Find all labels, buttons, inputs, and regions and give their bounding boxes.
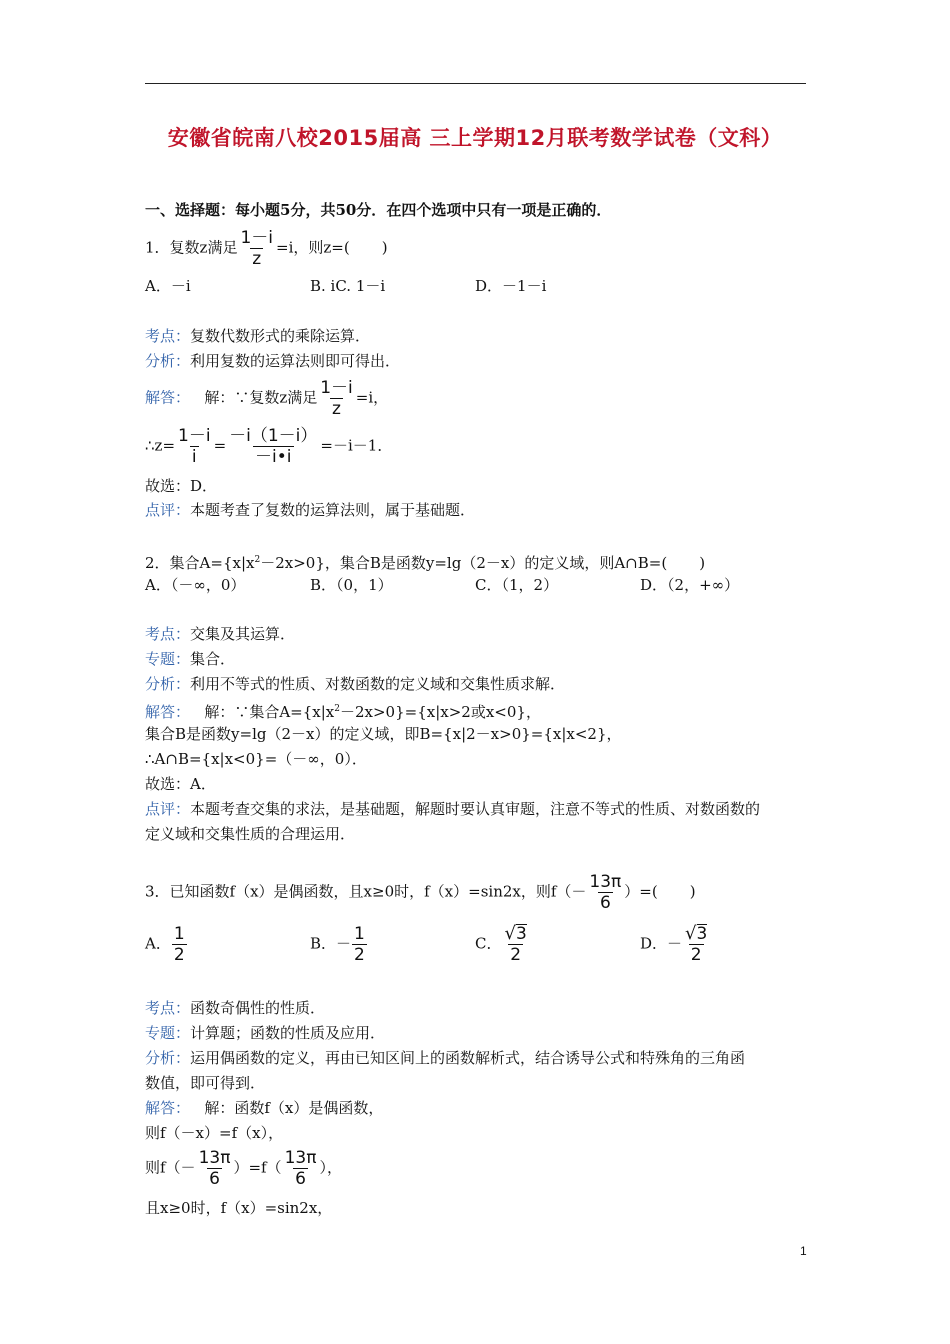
header-rule — [145, 83, 806, 84]
page-number: 1 — [800, 1244, 807, 1258]
q1-options: A．－i B. iC. 1－i D．－1－i — [145, 277, 547, 295]
q1-answer: 故选：D． — [145, 477, 218, 495]
q1-stem: 1．复数z满足 $\frac{1-i}{z}$ =i，则z=( ) — [145, 228, 388, 269]
fraction: $\frac{1-i}{z}$ — [320, 378, 353, 419]
page-title: 安徽省皖南八校2015届高 三上学期12月联考数学试卷（文科） — [167, 126, 783, 150]
q2-stem: 2．集合$A=\{x|x^2-2x>0\}$，集合B是函数y=lg（2－x）的定义域，则A∩B=( ) — [145, 554, 706, 572]
q3-fenxi: 分析：运用偶函数的定义，再由已知区间上的函数解析式，结合诱导公式和特殊角的三角函 — [145, 1049, 746, 1067]
q3-line3: 则f（－ $\frac{13\pi}{6}$ ）=f（ $\frac{13\pi}{6}$ ）， — [145, 1148, 342, 1189]
q2-dianping: 点评：本题考查交集的求法，是基础题，解题时要认真审题，注意不等式的性质、对数函数的 — [145, 800, 761, 818]
q1-jieda: 解答： 解：∵复数z满足 $\frac{1-i}{z}$ =i， — [145, 378, 389, 419]
q3-zhuanti: 专题：计算题；函数的性质及应用． — [145, 1024, 386, 1042]
q3-fenxi-2: 数值，即可得到． — [145, 1074, 266, 1092]
q3-kaodian: 考点：函数奇偶性的性质． — [145, 999, 326, 1017]
q2-options: A．（－∞，0） B．（0，1） C．（1，2） D．（2，+∞） — [145, 576, 740, 594]
q3-options: A． $\frac{1}{2}$ B．－ $\frac{1}{2}$ C． √ 3 2 D．－ √ 3 2 — [145, 923, 708, 965]
fraction: $\frac{13\pi}{6}$ — [284, 1148, 317, 1189]
q2-line2: 集合B是函数y=lg（2－x）的定义域，即B={x|2－x>0}={x|x<2}， — [145, 725, 622, 743]
q2-dianping-2: 定义域和交集性质的合理运用． — [145, 825, 356, 843]
q2-jieda: 解答： 解：∵集合$A=\{x|x^2-2x>0\}=\{x|x>2$或x<0}， — [145, 703, 541, 721]
q2-line3: ∴A∩B={x|x<0}=（－∞，0）． — [145, 750, 367, 768]
q3-jieda: 解答： 解：函数f（x）是偶函数， — [145, 1099, 384, 1117]
q1-fenxi: 分析：利用复数的运算法则即可得出． — [145, 352, 401, 370]
fraction: $\frac{13\pi}{6}$ — [198, 1148, 231, 1189]
q2-kaodian: 考点：交集及其运算． — [145, 625, 296, 643]
q1-kaodian: 考点：复数代数形式的乘除运算． — [145, 327, 371, 345]
q2-fenxi: 分析：利用不等式的性质、对数函数的定义域和交集性质求解． — [145, 675, 566, 693]
q3-line2: 则f（－x）=f（x）， — [145, 1124, 284, 1142]
q2-zhuanti: 专题：集合． — [145, 650, 236, 668]
q3-stem: 3．已知函数f（x）是偶函数，且x≥0时，f（x）=sin2x，则f（－ $\frac{13\pi}{6}$ ）=( ) — [145, 872, 696, 913]
q2-answer: 故选：A． — [145, 775, 216, 793]
fraction: $\frac{13\pi}{6}$ — [589, 872, 622, 913]
fraction: $\frac{1-i}{z}$ — [240, 228, 273, 269]
fraction: $\frac{-i(1-i)}{-i•i}$ — [229, 426, 318, 467]
q1-calc: ∴z= $\frac{1-i}{i}$ = $\frac{-i(1-i)}{-i•i}$ =－i－1． — [145, 426, 393, 467]
fraction: $\frac{1-i}{i}$ — [178, 426, 211, 467]
section-heading: 一、选择题：每小题5分，共50分．在四个选项中只有一项是正确的． — [145, 201, 612, 219]
q3-line4: 且x≥0时，f（x）=sin2x， — [145, 1199, 333, 1217]
q1-dianping: 点评：本题考查了复数的运算法则，属于基础题． — [145, 501, 476, 519]
